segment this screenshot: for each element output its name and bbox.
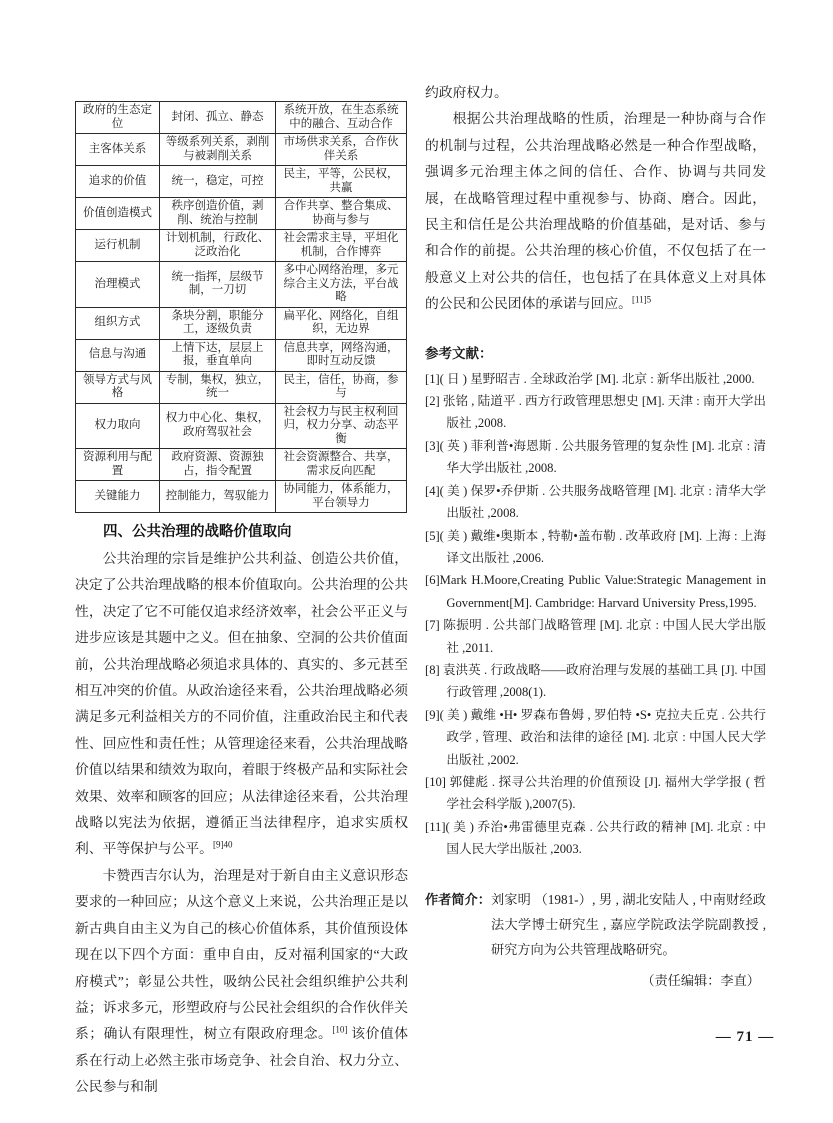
- table-cell: 等级系列关系，剥削与被剥削关系: [160, 134, 276, 166]
- table-cell: 追求的价值: [76, 166, 160, 198]
- reference-item: [1]( 日 ) 星野昭吉 . 全球政治学 [M]. 北京 : 新华出版社 ,2000.: [425, 371, 755, 386]
- section-heading: 四、公共治理的战略价值取向: [103, 524, 292, 540]
- table-row: [76, 166, 407, 198]
- reference-item: [5]( 美 ) 戴维•奥斯本 , 特勒•盖布勒 . 改革政府 [M]. 上海 : 上海译文出版社 ,2006.: [425, 528, 766, 565]
- table-row: [76, 102, 407, 134]
- reference-item: [9]( 美 ) 戴维 •H• 罗森布鲁姆 , 罗伯特 •S• 克拉夫丘克 . 公共行政学 , 管理、政治和法律的途径 [M]. 北京 : 中国人民大学出版社 ,2002.: [425, 707, 766, 767]
- author-bio-label: 作者简介：: [425, 891, 491, 907]
- table-cell: 资源利用与配置: [76, 449, 160, 481]
- reference-item: [7] 陈振明 . 公共部门战略管理 [M]. 北京 : 中国人民大学出版社 ,2011.: [425, 618, 766, 655]
- table-cell: 社会需求主导，平坦化机制，合作博弈: [276, 230, 407, 262]
- table-cell: 政府资源、资源独占，指令配置: [160, 449, 276, 481]
- right-column: [425, 80, 766, 989]
- table-cell: 领导方式与风格: [76, 371, 160, 403]
- table-row: [76, 481, 407, 513]
- table-cell: 政府的生态定位: [76, 102, 160, 134]
- author-bio: [425, 887, 766, 962]
- reference-item: [8] 袁洪英 . 行政战略——政府治理与发展的基础工具 [J]. 中国行政管理 ,2008(1).: [425, 662, 766, 700]
- reference-item: [3]( 英 ) 菲利普•海恩斯 . 公共服务管理的复杂性 [M]. 北京 : 清华大学出版社 ,2008.: [425, 438, 766, 476]
- citation-superscript: [10]: [332, 1024, 348, 1035]
- author-bio-text: 刘家明 （1981-）, 男 , 湖北安陆人 , 中南财经政法大学博士研究生 , 嘉应学院政法学院副教授 , 研究方向为公共管理战略研究。: [490, 891, 766, 957]
- table-cell: 关键能力: [76, 481, 160, 513]
- reference-item: [11]( 美 ) 乔治•弗雷德里克森 . 公共行政的精神 [M]. 北京 : 中国人民大学出版社 ,2003.: [425, 819, 766, 857]
- paragraph: [75, 863, 408, 1101]
- table-cell: 封闭、孤立、静态: [160, 102, 276, 134]
- table-row: [76, 371, 407, 403]
- reference-item: [10] 郭健彪 . 探寻公共治理的价值预设 [J]. 福州大学学报 ( 哲学社会科学版 ),2007(5).: [425, 774, 766, 812]
- paragraph-continuation: 约政府权力。: [425, 85, 508, 100]
- paragraph-text: 根据公共治理战略的性质，治理是一种协商与合作的机制与过程，公共治理战略必然是一种合作型战略，强调多元治理主体之间的信任、合作、协调与共同发展，在战略管理过程中重视参与、协商、磨合。因此，民主和信任是公共治理战略的价值基础，是对话、参与和合作的前提。公共治理的核心价值，不仅包括了在一般意义上对公共的信任，也包括了在具体意义上对具体的公民和公民团体的承诺与回应。: [425, 111, 766, 312]
- table-row: [76, 403, 407, 449]
- reference-item: [4]( 美 ) 保罗•乔伊斯 . 公共服务战略管理 [M]. 北京 : 清华大学出版社 ,2008.: [425, 483, 766, 521]
- table-row: [76, 230, 407, 262]
- comparison-table: [75, 101, 407, 513]
- table-cell: 权力中心化、集权，政府驾驭社会: [160, 403, 276, 449]
- paragraph-text: 该价值体系在行动上必然主张市场竞争、社会自治、权力分立、公民参与和制: [75, 1026, 408, 1095]
- table-cell: 计划机制，行政化、泛政治化: [160, 230, 276, 262]
- table-cell: 信息与沟通: [76, 339, 160, 371]
- table-cell: 信息共享，网络沟通，即时互动反馈: [276, 339, 407, 371]
- table-cell: 民主，信任，协商，参与: [276, 371, 407, 403]
- paragraph-text: 公共治理的宗旨是维护公共利益、创造公共价值，决定了公共治理战略的根本价值取向。公共治理的公共性，决定了它不可能仅追求经济效率，社会公平正义与进步应该是其题中之义。但在抽象、空洞的公共价值面前，公共治理战略必须追求具体的、真实的、多元甚至相互冲突的价值。从政治途径来看，公共治理战略必须满足多元利益相关方的不同价值，注重政治民主和代表性、回应性和责任性；从管理途径来看，公共治理战略价值以结果和绩效为取向，着眼于终极产品和实际社会效果、效率和顾客的回应；从法律途径来看，公共治理战略以宪法为依据，遵循正当法律程序，追求实质权利、平等保护与公平。: [75, 551, 408, 857]
- table-row: [76, 307, 407, 339]
- paragraph: [425, 106, 766, 317]
- table-cell: 统一指挥，层级节制，一刀切: [160, 262, 276, 308]
- table-cell: 价值创造模式: [76, 198, 160, 230]
- table-cell: 统一，稳定，可控: [160, 166, 276, 198]
- table-cell: 秩序创造价值，剥削、统治与控制: [160, 198, 276, 230]
- table-cell: 上情下达，层层上报，垂直单向: [160, 339, 276, 371]
- table-cell: 社会权力与民主权利回归，权力分享、动态平衡: [276, 403, 407, 449]
- table-cell: 组织方式: [76, 307, 160, 339]
- table-cell: 专制，集权，独立，统一: [160, 371, 276, 403]
- reference-item: [6]Mark H.Moore,Creating Public Value:Strategic Management in Government[M]. Cambridge: Harvard University Press,1995.: [425, 573, 766, 610]
- table-cell: 市场供求关系，合作伙伴关系: [276, 134, 407, 166]
- table-cell: 民主，平等，公民权，共赢: [276, 166, 407, 198]
- table-row: [76, 339, 407, 371]
- table-cell: 多中心网络治理，多元综合主义方法，平台战略: [276, 262, 407, 308]
- table-cell: 治理模式: [76, 262, 160, 308]
- references-list: [425, 368, 766, 861]
- page-number: — 71 —: [715, 1029, 775, 1045]
- reference-item: [2] 张铭 , 陆道平 . 西方行政管理思想史 [M]. 天津 : 南开大学出版社 ,2008.: [425, 394, 766, 431]
- table-cell: 合作共享、整合集成、协商与参与: [276, 198, 407, 230]
- table-cell: 主客体关系: [76, 134, 160, 166]
- table-cell: 条块分割，职能分工，逐级负责: [160, 307, 276, 339]
- table-row: [76, 262, 407, 308]
- left-column: [75, 101, 408, 1101]
- citation-superscript: [11]5: [631, 294, 652, 305]
- references-heading: 参考文献：: [425, 345, 493, 361]
- table-cell: 系统开放，在生态系统中的融合、互动合作: [276, 102, 407, 134]
- table-cell: 协同能力，体系能力，平台领导力: [276, 481, 407, 513]
- table-row: [76, 198, 407, 230]
- table-cell: 社会资源整合、共享，需求反向匹配: [276, 449, 407, 481]
- citation-superscript: [9]40: [212, 839, 233, 850]
- table-row: [76, 134, 407, 166]
- paragraph: [75, 546, 408, 863]
- table-cell: 运行机制: [76, 230, 160, 262]
- editor-note: （责任编辑：李直）: [641, 972, 760, 988]
- table-row: [76, 449, 407, 481]
- table-cell: 扁平化、网络化，自组织，无边界: [276, 307, 407, 339]
- table-cell: 控制能力，驾驭能力: [160, 481, 276, 513]
- table-cell: 权力取向: [76, 403, 160, 449]
- paragraph-text: 卡赞西吉尔认为，治理是对于新自由主义意识形态要求的一种回应；从这个意义上来说，公共治理正是以新古典自由主义为自己的核心价值体系，其价值预设体现在以下四个方面：重申自由，反对福利国家的“大政府模式”；彰显公共性，吸纳公民社会组织维护公共利益；诉求多元，形塑政府与公民社会组织的合作伙伴关系；确认有限理性，树立有限政府理念。: [75, 867, 408, 1042]
